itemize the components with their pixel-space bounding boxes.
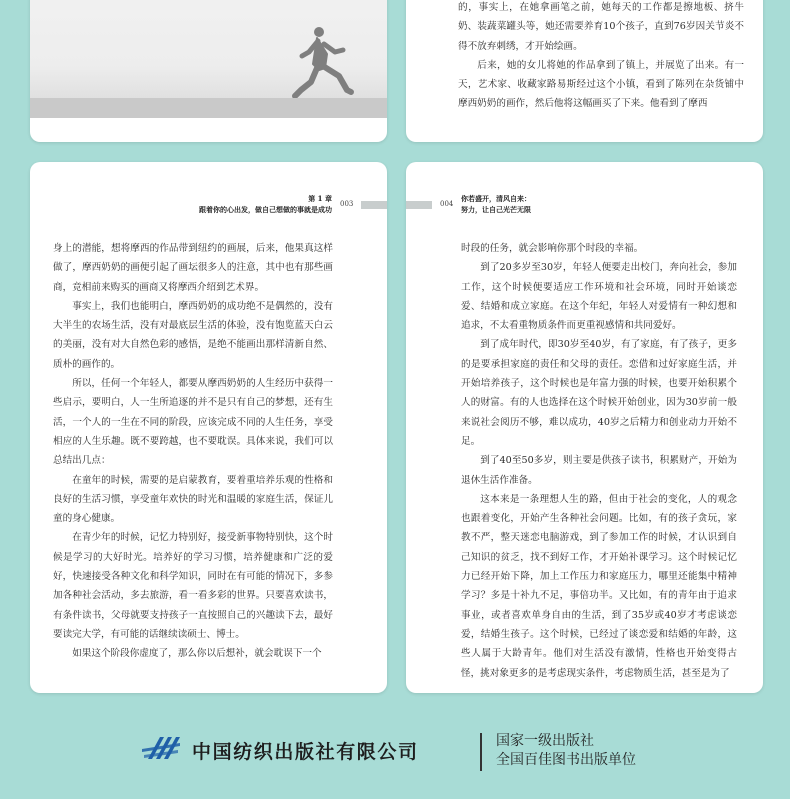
paragraph: 如果这个阶段你虚度了，那么你以后想补，就会耽误下一个 [72, 648, 322, 660]
paragraph: 到了40至50多岁，则主要是供孩子读书，积累财产，开始为退休生活作准备。 [461, 455, 737, 486]
running-header [199, 193, 332, 215]
left-book-page [30, 162, 387, 693]
paragraph: 的，事实上，在她拿画笔之前，她每天的工作都是擦地板、挤牛奶、装蔬菜罐头等，她还需要养育10个孩子，直到76岁因关节炎不得不放弃刺绣，才开始绘画。 [458, 2, 744, 52]
right-page-body [461, 239, 737, 683]
paragraph: 身上的潜能，想将摩西的作品带到纽约的画展，后来，他果真这样做了，摩西奶奶的画便引起了画坛很多人的注意，其中也有那些画商，竞相前来购买的画商又将摩西介绍到艺术界。 [53, 243, 333, 293]
page-tab-bar [406, 201, 432, 209]
paragraph: 后来，她的女儿将她的作品拿到了镇上，并展览了出来。有一天，艺术家、收藏家路易斯经过这个小镇，看到了陈列在杂货铺中摩西奶奶的画作，然后他将这幅画买了下来。他看到了摩西 [458, 59, 744, 110]
header-title: 你若盛开，清风自来： [461, 194, 531, 203]
publisher-name: 中国纺织出版社有限公司 [192, 741, 419, 763]
runner-photo [30, 0, 387, 118]
chapter-label: 第 1 章 [308, 194, 332, 203]
left-page-body [53, 239, 333, 664]
page-number: 003 [340, 200, 354, 208]
paragraph: 这本来是一条理想人生的路，但由于社会的变化，人的观念也跟着变化，开始产生各种社会问题。比如，有的孩子贪玩，家教不严，整天迷恋电脑游戏，到了参加工作的时候，才认识到自己知识的贫乏，找不到好工作，才开始补课学习。这个时候记忆力已经开始下降，加上工作压力和家庭压力，哪里还能集中精神学习？多是十补九不足，事倍功半。又比如，有的青年由于追求事业，或者喜欢单身自由的生活，到了35岁或40岁才考虑谈恋爱，结婚生孩子。这个时候，已经过了谈恋爱和结婚的年龄，这些人属于大龄青年。他们对生活没有激情，性格也开始变得古怪，挑对象更多的是考虑现实条件，考虑物质生活，甚至是为了 [461, 493, 737, 679]
page-number: 004 [440, 200, 454, 208]
header-subtitle: 努力，让自己光芒无限 [461, 205, 531, 214]
paragraph: 时段的任务，就会影响你那个时段的幸福。 [461, 243, 644, 254]
publisher-footer [140, 731, 660, 775]
top-left-page-card [30, 0, 387, 142]
divider [480, 733, 482, 771]
page-tab-bar [361, 201, 387, 209]
top-right-page-card [406, 0, 763, 142]
slogan-line: 国家一级出版社 [496, 733, 594, 749]
paragraph: 到了成年时代，即30岁至40岁，有了家庭，有了孩子，更多的是要承担家庭的责任和父母的责任。恋借和过好家庭生活，并开始培养孩子，这个时候也是年富力强的时候，也要开始积累个人的财富。有的人也选择在这个时候开始创业，因为30岁前一般来说社会阅历不够，难以成功，40岁之后精力和创业动力开始不足。 [461, 339, 737, 447]
ground-strip [30, 98, 387, 118]
publisher-logo-icon [140, 735, 182, 761]
paragraph: 事实上，我们也能明白，摩西奶奶的成功绝不是偶然的，没有大半生的农场生活，没有对最底层生活的体验，没有饱览蓝天白云的美丽，没有对大自然色彩的感悟，是绝不能画出那样清新自然、质朴的画作的。 [53, 300, 333, 370]
running-man-icon [287, 24, 367, 104]
chapter-subtitle: 跟着你的心出发，做自己想做的事就是成功 [199, 205, 332, 214]
slogan-line: 全国百佳图书出版单位 [496, 752, 636, 768]
paragraph: 在童年的时候，需要的是启蒙教育，要着重培养乐观的性格和良好的生活习惯，享受童年欢快的时光和温暖的家庭生活，保证儿童的身心健康。 [53, 474, 333, 525]
paragraph: 在青少年的时候，记忆力特别好，接受新事物特别快，这个时候是学习的大好时光。培养好的学习习惯，培养健康和广泛的爱好，快速接受各种文化和科学知识，同时在有可能的情况下，多参加各种社会活动，多去旅游，看一看多彩的世界。只要喜欢读书，有条件读书，父母就要支持孩子一直按照自己的兴趣读下去，最好要读完大学，有可能的话继续读硕士、博士。 [53, 532, 333, 640]
paragraph: 到了20多岁至30岁，年轻人便要走出校门，奔向社会，参加工作，这个时候便要适应工作环境和社会环境，同时开始谈恋爱、结婚和成立家庭。在这个年纪，年轻人对爱情有一种幻想和追求，不太看重物质条件而更重视感情和共同爱好。 [461, 262, 737, 332]
right-book-page [406, 162, 763, 693]
top-right-text [458, 0, 744, 114]
running-header [461, 193, 531, 215]
publisher-slogan [496, 732, 636, 770]
paragraph: 所以，任何一个年轻人，都要从摩西奶奶的人生经历中获得一些启示，要明白，人一生所追逐的并不是只有自己的梦想，还有生活，一个人的一生在不同的阶段，应该完成不同的人生任务，享受相应的人生乐趣。既不要跨越，也不要耽误。具体来说，我们可以总结出几点： [53, 378, 333, 467]
